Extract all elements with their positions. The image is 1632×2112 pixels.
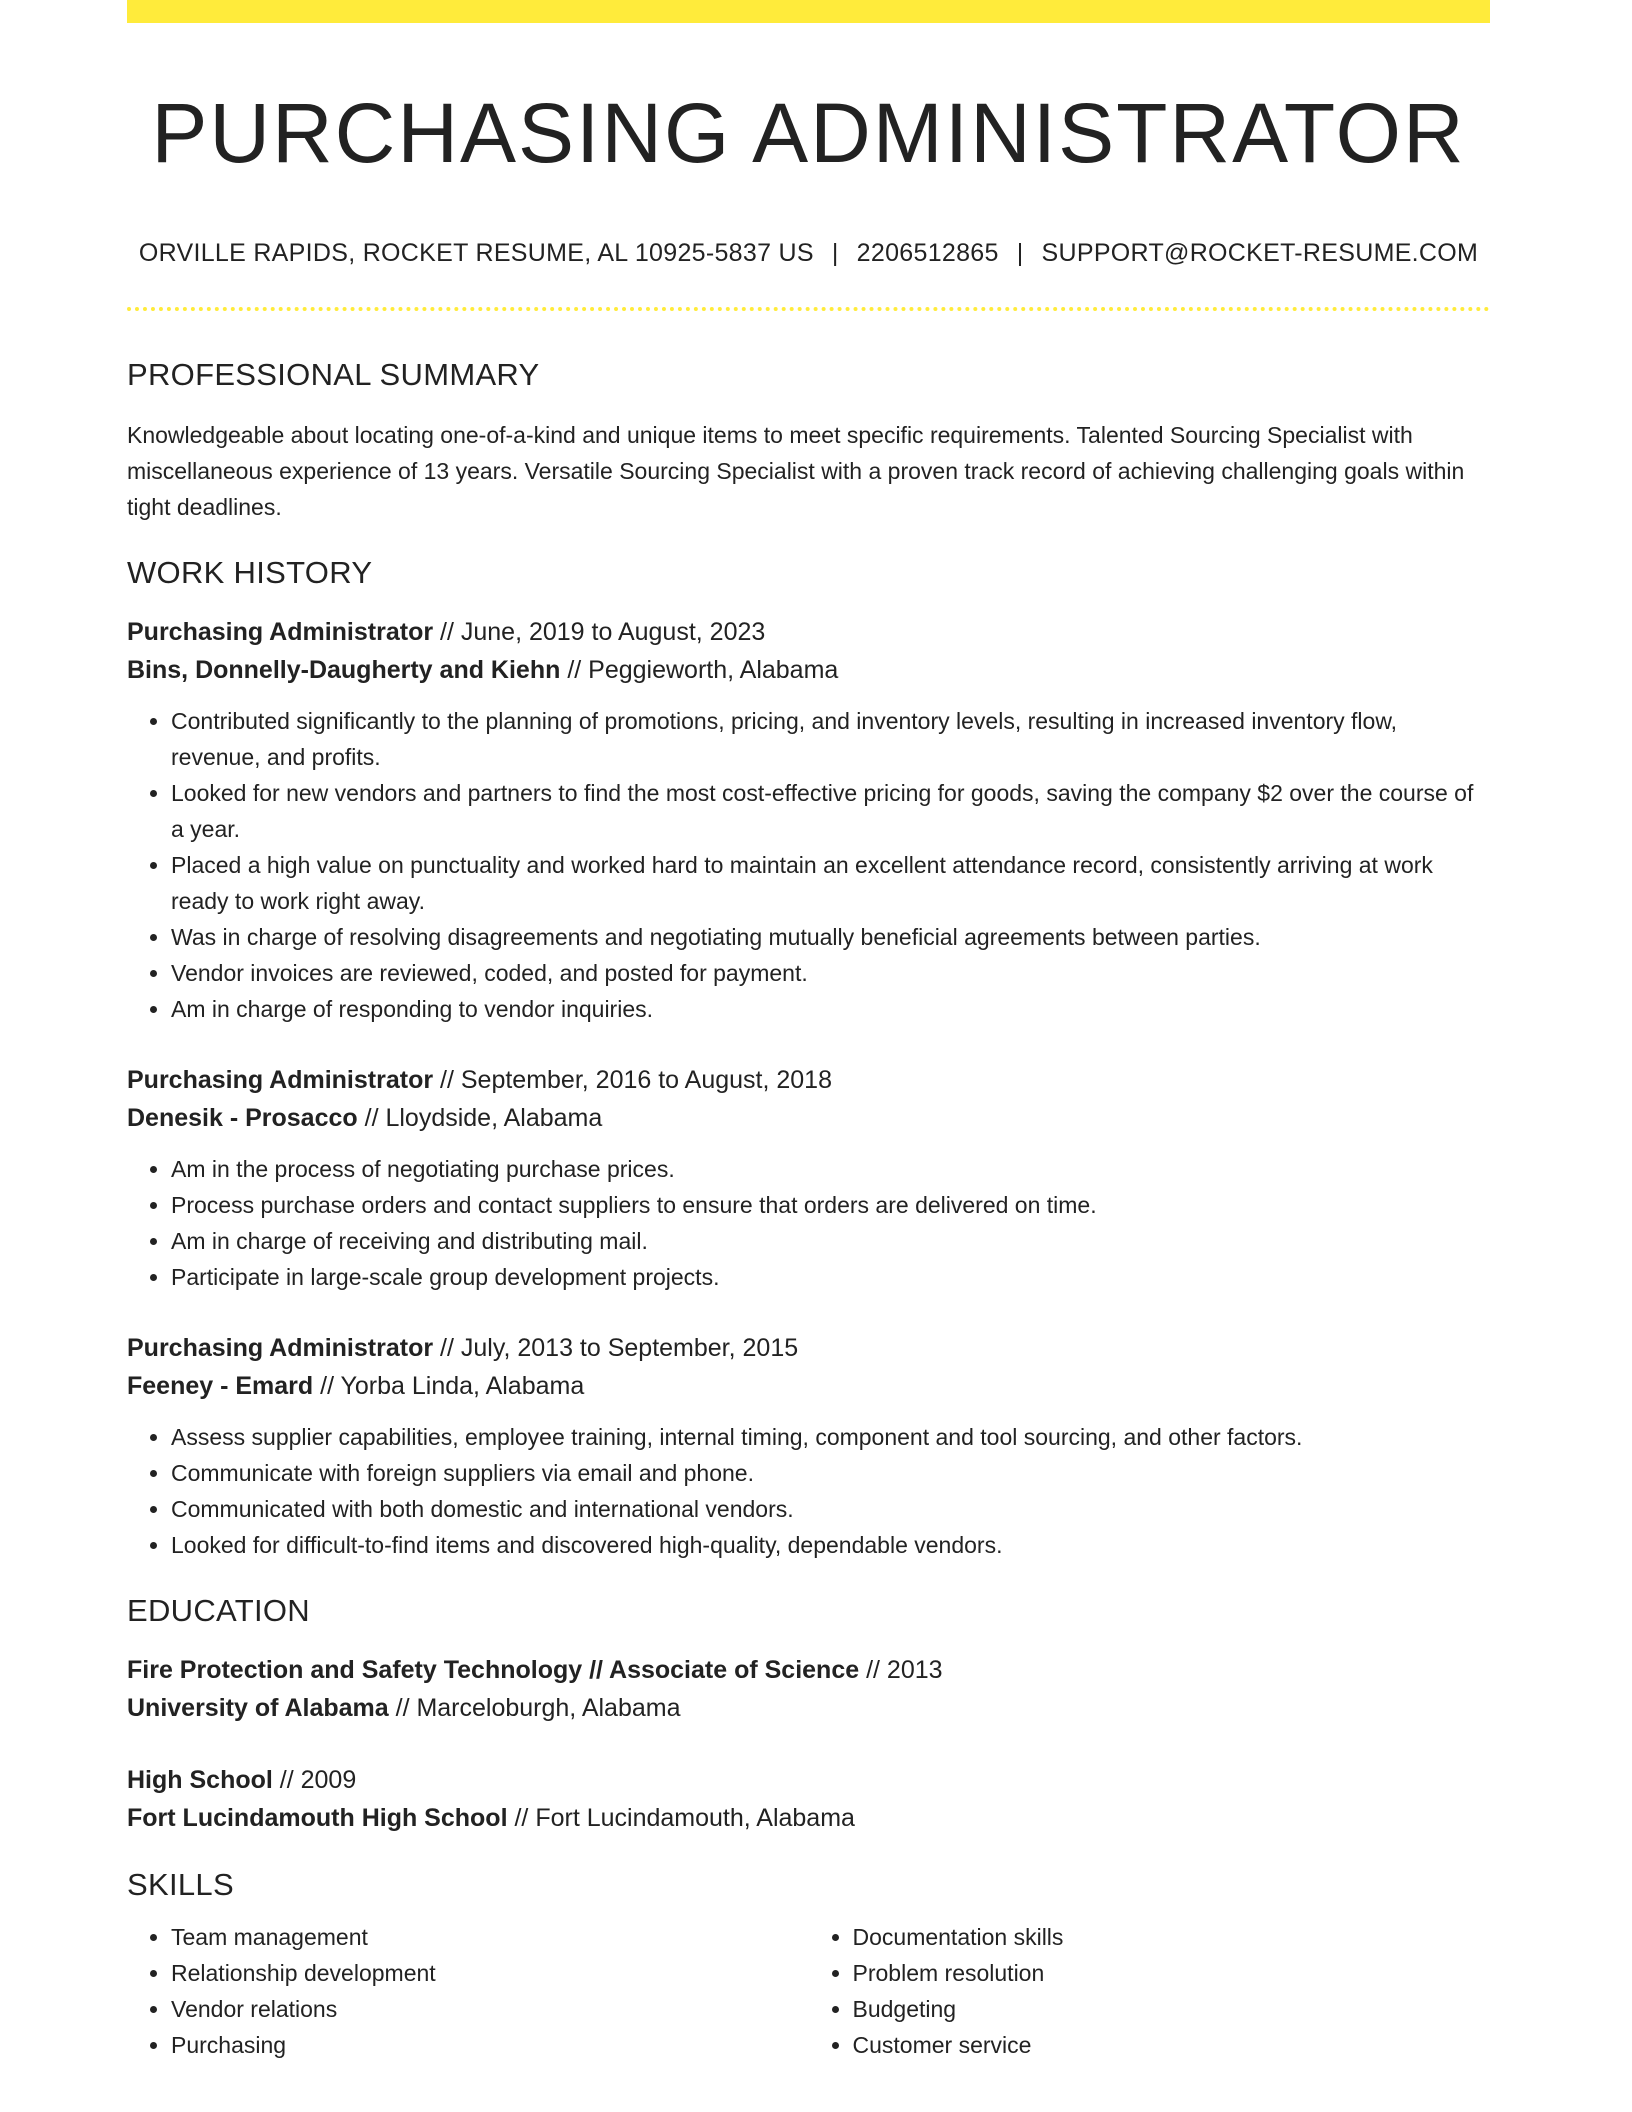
school-name: University of Alabama [127,1694,389,1722]
job-bullets [127,1419,1490,1563]
summary-text: Knowledgeable about locating one-of-a-kind and unique items to meet specific requirements. Talented Sourcing Specialist with miscellaneous experience of 13 years. Versatile Sourcing Specialist with a proven track record of achieving challenging goals within tight deadlines. [127,422,1465,520]
contact-email: SUPPORT@ROCKET-RESUME.COM [1041,239,1479,267]
top-accent-bar [127,0,1490,23]
job-dates: // June, 2019 to August, 2023 [433,618,766,646]
degree-year: // 2013 [859,1656,943,1684]
school-location: // Fort Lucindamouth, Alabama [507,1804,855,1832]
degree-name: High School [127,1766,273,1794]
education-title: EDUCATION [127,1593,310,1628]
skill-item: • Vendor relations [171,1991,809,2027]
contact-separator: | [831,239,839,267]
job-bullet: • Assess supplier capabilities, employee training, internal timing, component and tool sourcing, and other factors. [171,1419,1490,1455]
job-location: // Peggieworth, Alabama [560,656,839,684]
skill-item: • Team management [171,1919,809,1955]
skills-list-right [809,1919,1491,2063]
job-title-line [127,1329,1490,1367]
job-location: // Yorba Linda, Alabama [313,1372,585,1400]
job-bullets [127,1151,1490,1295]
job-bullet: • Communicated with both domestic and international vendors. [171,1491,1490,1527]
job-bullet: • Vendor invoices are reviewed, coded, and posted for payment. [171,955,1490,991]
job-dates: // September, 2016 to August, 2018 [433,1066,832,1094]
contact-line [127,237,1490,269]
skill-item: • Purchasing [171,2027,809,2063]
summary-title: PROFESSIONAL SUMMARY [127,357,540,392]
job-company-line [127,1099,1490,1137]
skills-section [127,1865,1490,2063]
work-history-section [127,553,1490,1563]
skill-item: • Budgeting [853,1991,1491,2027]
job-bullets [127,703,1490,1027]
job-bullet: • Am in charge of receiving and distributing mail. [171,1223,1490,1259]
contact-address: ORVILLE RAPIDS, ROCKET RESUME, AL 10925-5837 US [138,239,814,267]
job-bullet: • Placed a high value on punctuality and worked hard to maintain an excellent attendance record, consistently arriving at work ready to work right away. [171,847,1490,919]
job-entry [127,613,1490,1027]
skills-list-left [127,1919,809,2063]
education-section [127,1591,1490,1837]
school-line [127,1689,1490,1727]
job-company: Bins, Donnelly-Daugherty and Kiehn [127,656,561,684]
job-bullet: • Participate in large-scale group development projects. [171,1259,1490,1295]
job-entry [127,1329,1490,1563]
job-bullet: • Process purchase orders and contact suppliers to ensure that orders are delivered on time. [171,1187,1490,1223]
job-bullet: • Was in charge of resolving disagreements and negotiating mutually beneficial agreements between parties. [171,919,1490,955]
job-title-line [127,613,1490,651]
job-dates: // July, 2013 to September, 2015 [433,1334,799,1362]
job-company-line [127,1367,1490,1405]
job-company: Denesik - Prosacco [127,1104,358,1132]
school-line [127,1799,1490,1837]
job-entry [127,1061,1490,1295]
job-bullet: • Looked for new vendors and partners to find the most cost-effective pricing for goods, saving the company $2 over the course of a year. [171,775,1490,847]
degree-line [127,1651,1490,1689]
job-bullet: • Am in charge of responding to vendor inquiries. [171,991,1490,1027]
job-bullet: • Contributed significantly to the planning of promotions, pricing, and inventory levels, resulting in increased inventory flow, revenue, and profits. [171,703,1490,775]
job-role: Purchasing Administrator [127,1334,434,1362]
skill-item: • Documentation skills [853,1919,1491,1955]
degree-year: // 2009 [272,1766,357,1794]
degree-name: Fire Protection and Safety Technology // Associate of Science [127,1656,860,1684]
degree-line [127,1761,1490,1799]
job-company-line [127,651,1490,689]
skill-item: • Relationship development [171,1955,809,1991]
contact-separator: | [1016,239,1024,267]
resume-page [127,0,1490,2063]
resume-name: PURCHASING ADMINISTRATOR [151,86,1466,180]
job-title-line [127,1061,1490,1099]
contact-phone: 2206512865 [856,239,999,267]
school-name: Fort Lucindamouth High School [127,1804,508,1832]
job-company: Feeney - Emard [127,1372,314,1400]
job-bullet: • Communicate with foreign suppliers via email and phone. [171,1455,1490,1491]
work-history-title: WORK HISTORY [127,555,373,590]
job-location: // Lloydside, Alabama [357,1104,603,1132]
education-entry [127,1651,1490,1727]
skill-item: • Problem resolution [853,1955,1491,1991]
education-entry [127,1761,1490,1837]
school-location: // Marceloburgh, Alabama [388,1694,681,1722]
skills-title: SKILLS [127,1867,234,1902]
dotted-divider [127,307,1490,311]
skill-item: • Customer service [853,2027,1491,2063]
skills-columns [127,1919,1490,2063]
job-bullet: • Am in the process of negotiating purchase prices. [171,1151,1490,1187]
job-role: Purchasing Administrator [127,618,434,646]
job-bullet: • Looked for difficult-to-find items and discovered high-quality, dependable vendors. [171,1527,1490,1563]
job-role: Purchasing Administrator [127,1066,434,1094]
